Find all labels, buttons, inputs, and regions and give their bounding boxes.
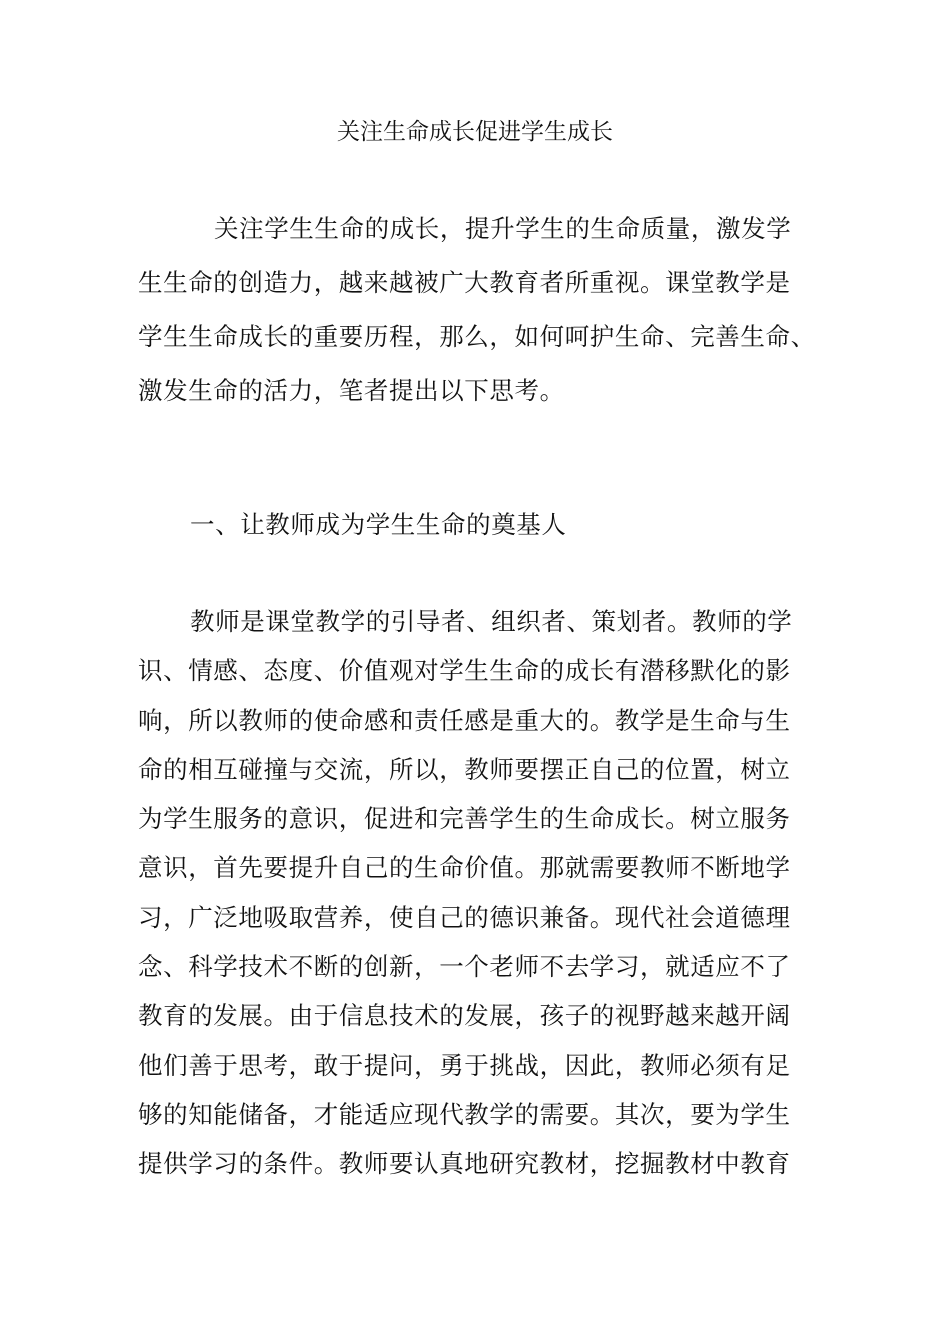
document-title: 关注生命成长促进学生成长 <box>337 119 613 145</box>
body-line: 他们善于思考，敢于提问，勇于挑战，因此，教师必须有足 <box>138 1050 791 1080</box>
body-line: 念、科学技术不断的创新，一个老师不去学习，就适应不了 <box>138 952 791 982</box>
body-line: 提供学习的条件。教师要认真地研究教材，挖掘教材中教育 <box>138 1149 791 1179</box>
body-line: 识、情感、态度、价值观对学生生命的成长有潜移默化的影 <box>138 656 791 686</box>
section-heading: 一、让教师成为学生生命的奠基人 <box>190 510 567 539</box>
intro-line: 生生命的创造力，越来越被广大教育者所重视。课堂教学是 <box>138 268 791 297</box>
body-paragraph <box>138 597 822 1189</box>
body-line: 教师是课堂教学的引导者、组织者、策划者。教师的学 <box>190 607 793 636</box>
body-line: 意识，首先要提升自己的生命价值。那就需要教师不断地学 <box>138 853 791 883</box>
intro-line: 关注学生生命的成长，提升学生的生命质量，激发学 <box>214 214 792 243</box>
body-line: 命的相互碰撞与交流，所以，教师要摆正自己的位置，树立 <box>138 754 791 784</box>
body-line: 为学生服务的意识，促进和完善学生的生命成长。树立服务 <box>138 804 791 834</box>
body-line: 习，广泛地吸取营养，使自己的德识兼备。现代社会道德理 <box>138 902 791 932</box>
intro-paragraph <box>138 202 822 418</box>
intro-line: 学生生命成长的重要历程，那么，如何呵护生命、完善生命、 <box>138 322 816 351</box>
body-line: 教育的发展。由于信息技术的发展，孩子的视野越来越开阔 <box>138 1001 791 1031</box>
body-line: 响，所以教师的使命感和责任感是重大的。教学是生命与生 <box>138 705 791 735</box>
intro-line: 激发生命的活力，笔者提出以下思考。 <box>138 376 565 405</box>
body-line: 够的知能储备，才能适应现代教学的需要。其次，要为学生 <box>138 1099 791 1129</box>
